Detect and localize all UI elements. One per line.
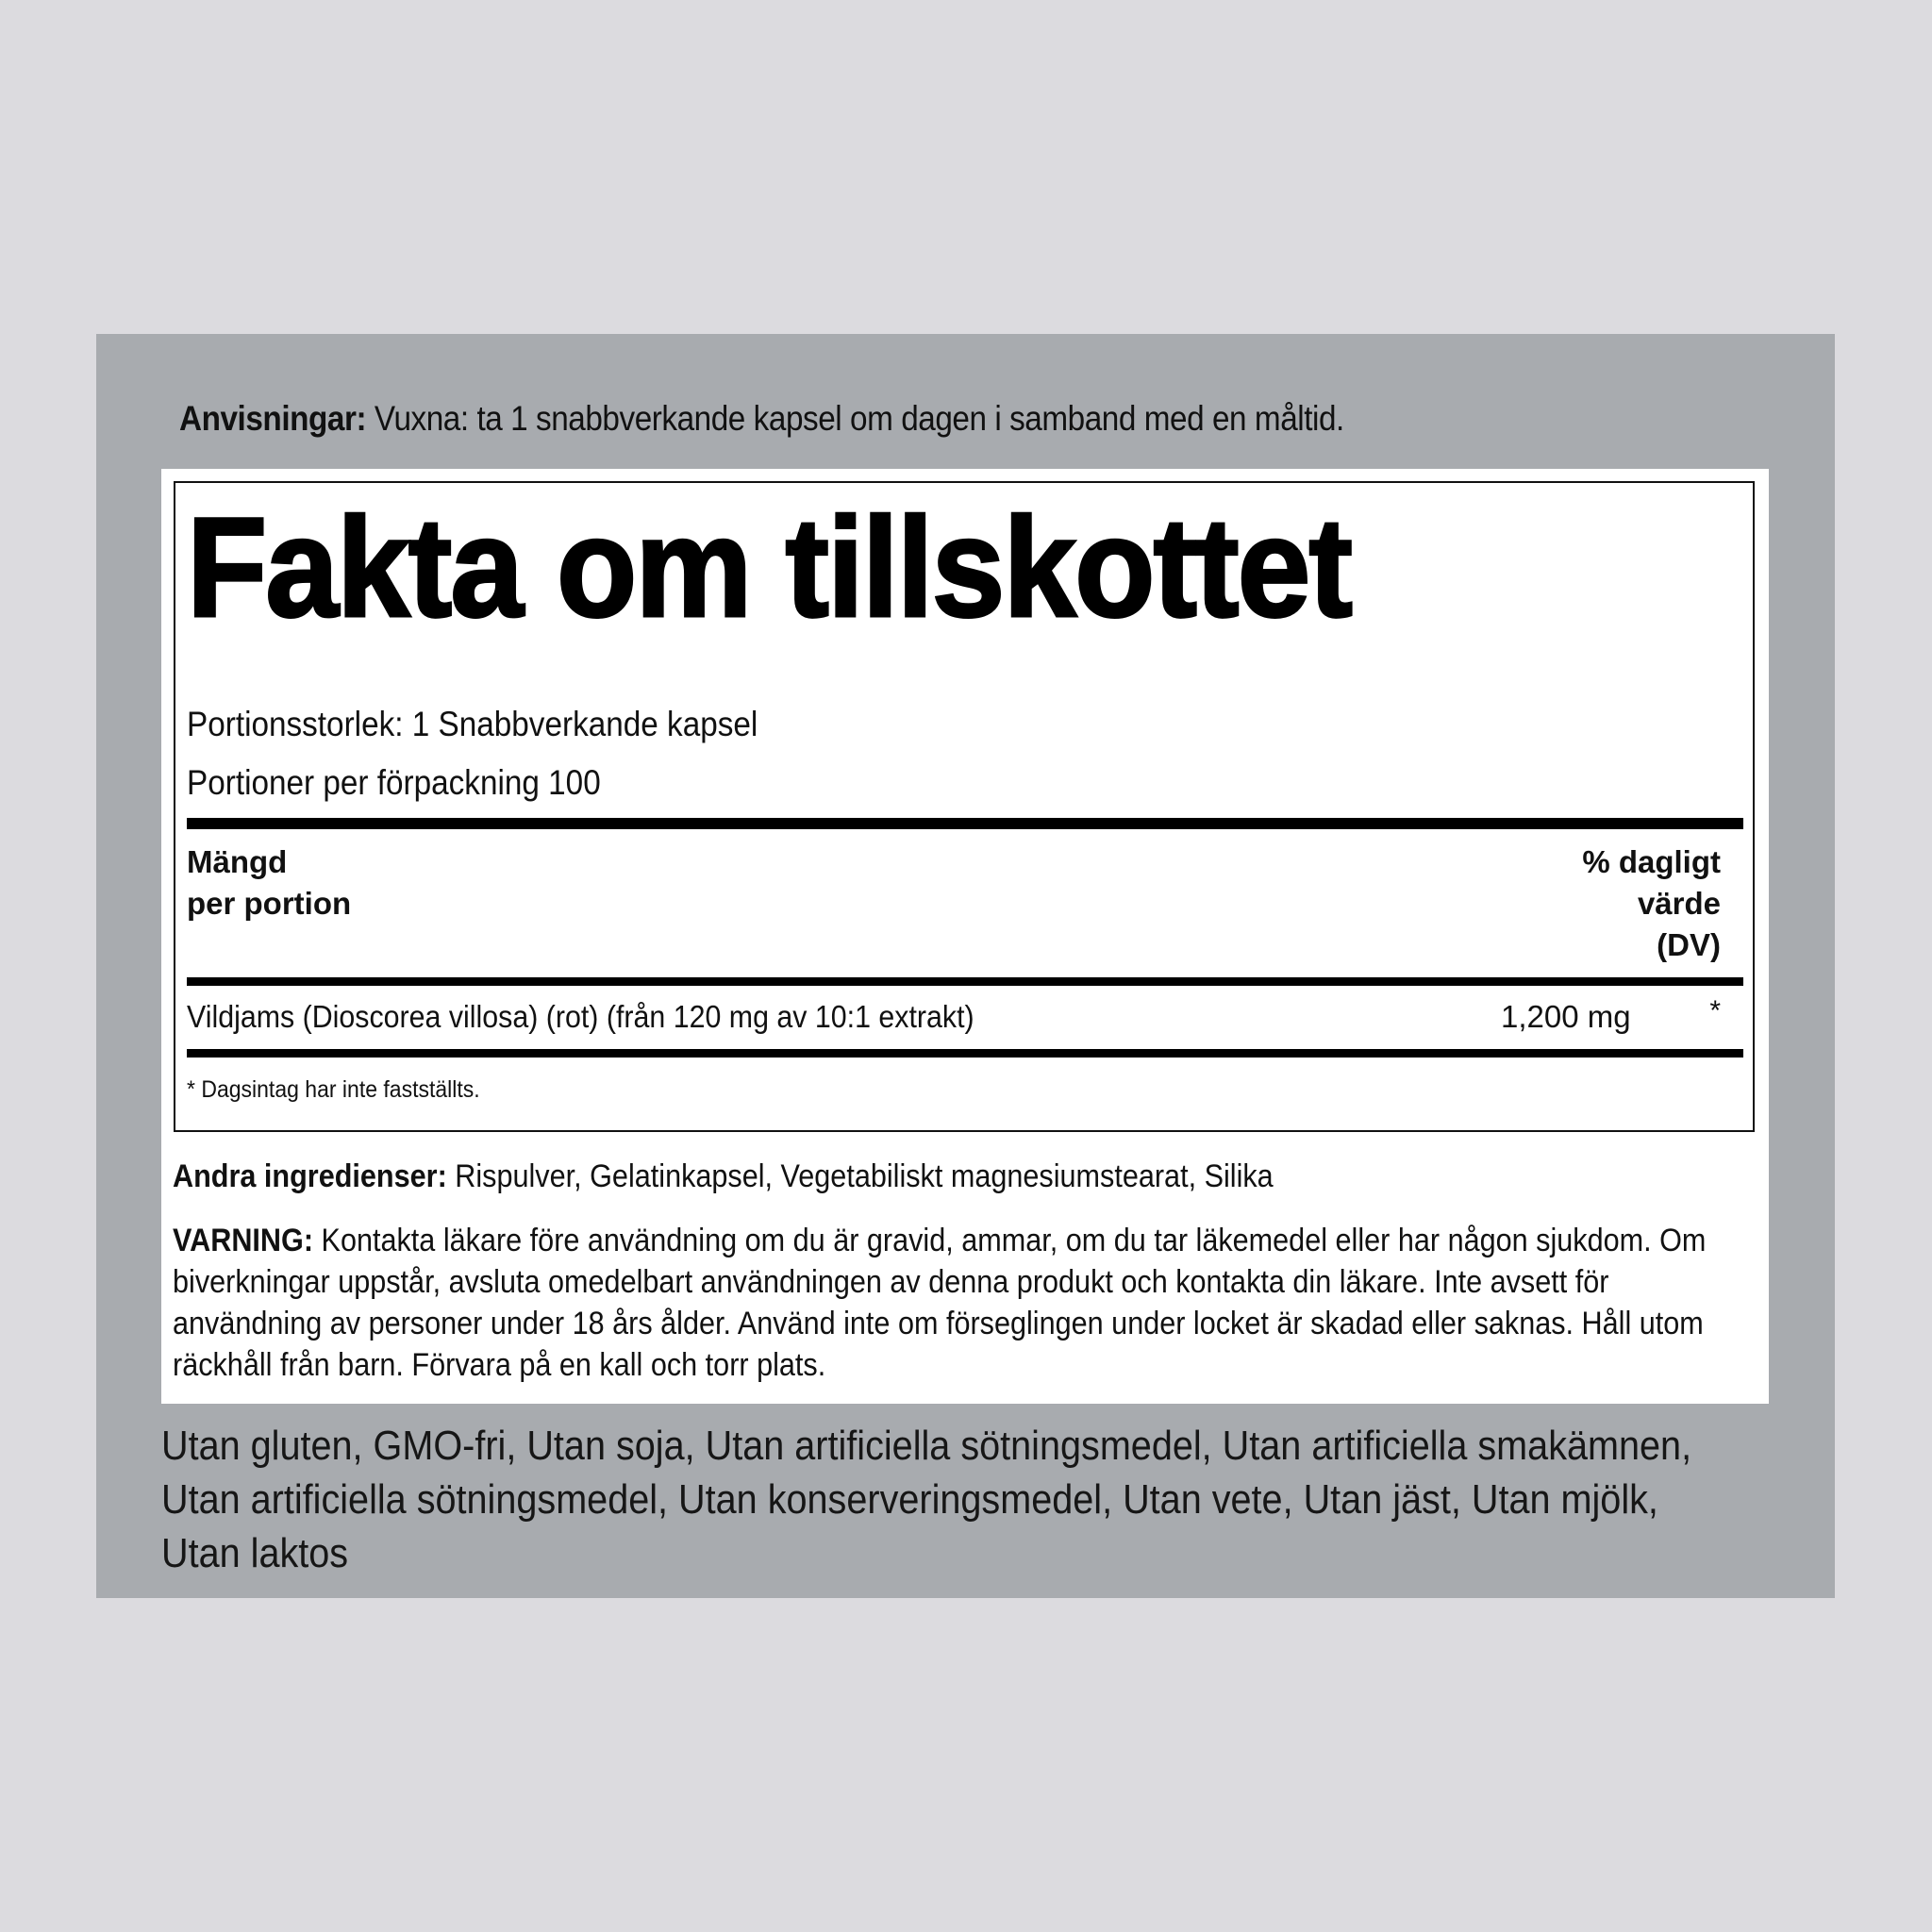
other-ingredients-label: Andra ingredienser:: [173, 1158, 447, 1194]
directions-text: Vuxna: ta 1 snabbverkande kapsel om dagen i samband med en måltid.: [366, 399, 1344, 438]
footnote: * Dagsintag har inte fastställts.: [187, 1076, 480, 1103]
supplement-facts-box: [174, 481, 1755, 1132]
free-from-claims: Utan gluten, GMO-fri, Utan soja, Utan artificiella sötningsmedel, Utan artificiella smakämnen, Utan artificiella sötningsmedel, Utan konserveringsmedel, Utan vete, Utan jäst, Utan mjölk, Utan laktos: [161, 1423, 1692, 1576]
dv-header-line2: värde: [1637, 886, 1721, 921]
ingredient-name: Vildjams (Dioscorea villosa) (rot) (från 120 mg av 10:1 extrakt): [187, 999, 974, 1034]
facts-title: Fakta om tillskottet: [187, 488, 1352, 646]
other-ingredients: [173, 1158, 1274, 1196]
serving-size: Portionsstorlek: 1 Snabbverkande kapsel: [187, 705, 758, 743]
divider-medium: [187, 1049, 1743, 1058]
label-card: [161, 469, 1769, 1404]
directions-label: Anvisningar:: [179, 399, 367, 438]
dv-header-line3: (DV): [1657, 927, 1721, 962]
warning: [173, 1220, 1735, 1386]
divider-thick: [187, 818, 1743, 829]
divider-medium: [187, 977, 1743, 986]
warning-text: Kontakta läkare före användning om du är gravid, ammar, om du tar läkemedel eller har någon sjukdom. Om biverkningar uppstår, avsluta omedelbart användningen av denna produkt och kontakta din läkare. Inte avsett för användning av personer under 18 års ålder. Använd inte om förseglingen under locket är skadad eller saknas. Håll utom räckhåll från barn. Förvara på en kall och torr plats.: [173, 1223, 1707, 1383]
ingredient-dv: *: [1709, 995, 1721, 1026]
amount-header-line2: per portion: [187, 886, 352, 921]
amount-header: [187, 841, 351, 924]
directions: [179, 398, 1344, 440]
servings-per-container: Portioner per förpackning 100: [187, 763, 601, 802]
other-ingredients-text: Rispulver, Gelatinkapsel, Vegetabiliskt magnesiumstearat, Silika: [446, 1158, 1274, 1194]
label-panel: [96, 334, 1835, 1598]
ingredient-amount: 1,200 mg: [1501, 999, 1631, 1034]
warning-label: VARNING:: [173, 1223, 314, 1258]
dv-header: [1582, 841, 1721, 966]
dv-header-line1: % dagligt: [1582, 844, 1721, 879]
amount-header-line1: Mängd: [187, 844, 288, 879]
